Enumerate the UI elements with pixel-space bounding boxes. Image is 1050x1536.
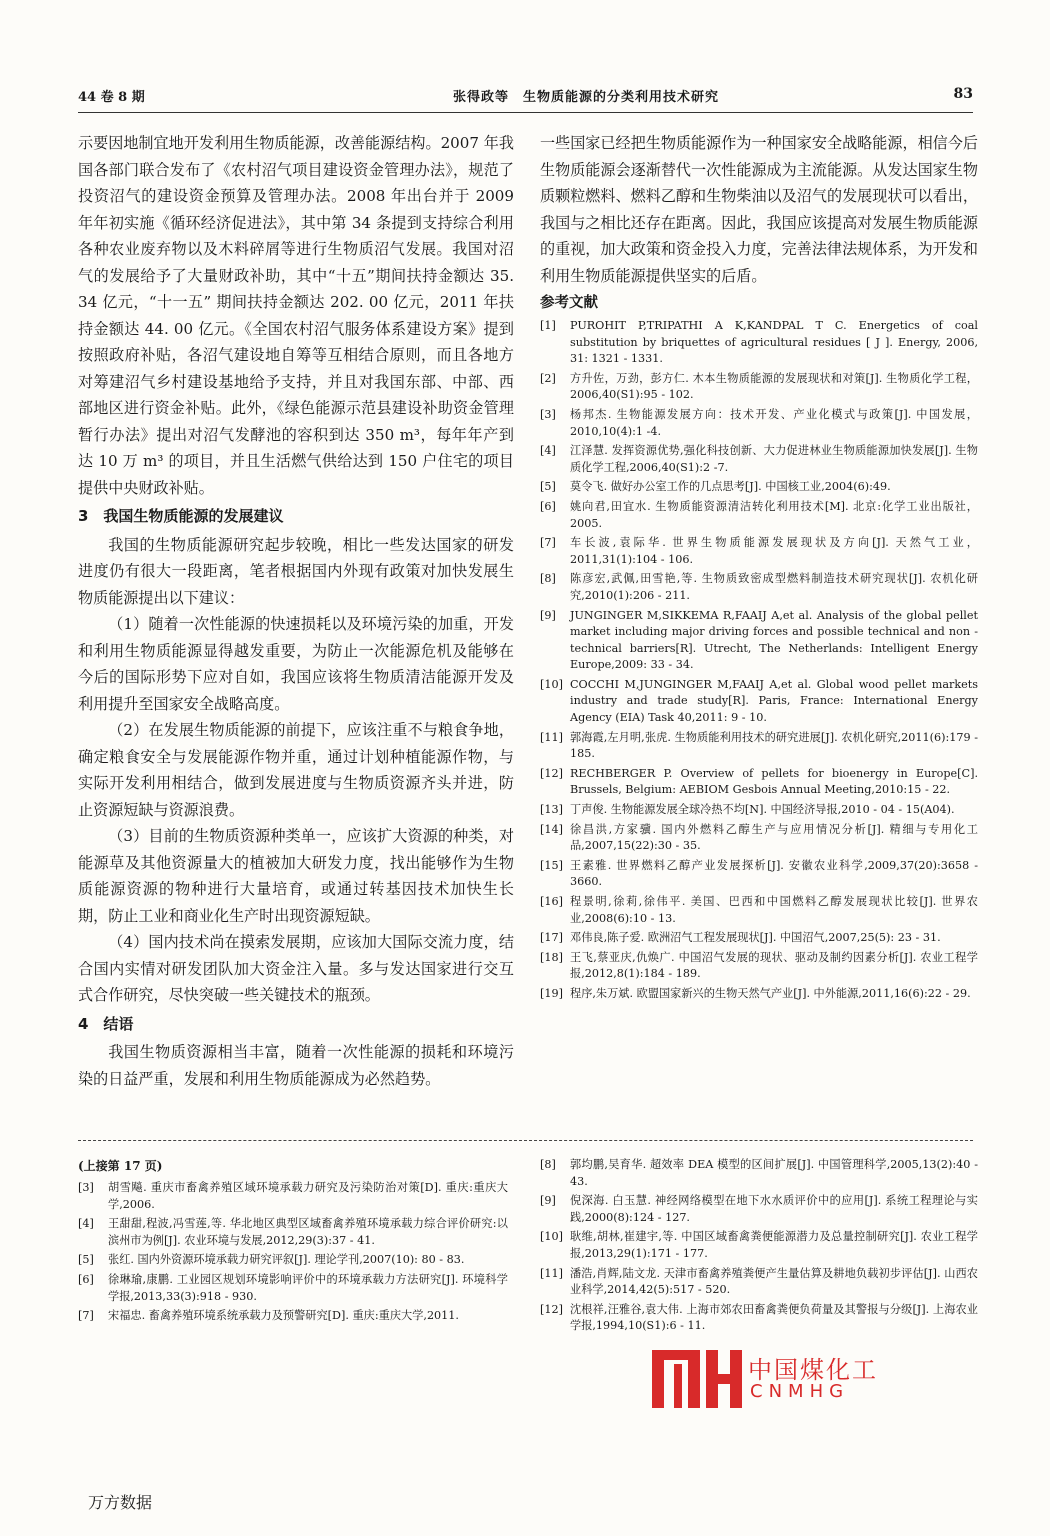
reference-number: [6] <box>540 499 556 513</box>
reference-text: 莫令飞. 做好办公室工作的几点思考[J]. 中国核工业,2004(6):49. <box>570 480 891 494</box>
reference-item <box>540 1266 978 1299</box>
reference-item <box>540 677 978 727</box>
reference-number: [16] <box>540 895 563 908</box>
paragraph: 一些国家已经把生物质能源作为一种国家安全战略能源，相信今后生物质能源会逐渐替代一次性能源成为主流能源。从发达国家生物质颗粒燃料、燃料乙醇和生物柴油以及沼气的发展现状可以看出，我国与之相比还存在距离。因此，我国应该提高对发展生物质能源的重视，加大政策和资金投入力度，完善法律法规体系，为开发和利用生物质能源提供坚实的后盾。 <box>540 134 978 285</box>
reference-number: [11] <box>540 730 563 744</box>
reference-number: [12] <box>540 1302 563 1316</box>
reference-number: [3] <box>540 407 556 421</box>
reference-text: 王素雅. 世界燃料乙醇产业发展探析[J]. 安徽农业科学,2009,37(20):3658 - 3660. <box>570 858 978 889</box>
reference-text: JUNGINGER M,SIKKEMA R,FAAIJ A,et al. Analysis of the global pellet market including major driving forces and possible technical and non - technical barriers[R]. Utrecht, The Netherlands: Intelligent Energy Europe,2009: 33 - 34. <box>570 608 978 672</box>
paragraph: （4）国内技术尚在摸索发展期，应该加大国际交流力度，结合国内实情对研发团队加大资金注入量。多与发达国家进行交互式合作研究，尽快突破一些关键技术的瓶颈。 <box>78 933 514 1004</box>
paragraph: （3）目前的生物质资源种类单一，应该扩大资源的种类，对能源草及其他资源量大的植被加大研发力度，找出能够作为生物质能源资源的物种进行大量培育，或通过转基因技术加快生长期，防止工业和商业化生产时出现资源短缺。 <box>78 827 514 925</box>
logo-chinese-text: 中国煤化工 <box>748 1356 878 1384</box>
reference-text: 郭海霞,左月明,张虎. 生物质能利用技术的研究进展[J]. 农机化研究,2011(6):179 - 185. <box>570 730 978 761</box>
right-column <box>540 130 978 1145</box>
reference-text: 胡雪飚. 重庆市畜禽养殖区域环境承载力研究及污染防治对策[D]. 重庆:重庆大学,2006. <box>108 1181 508 1211</box>
reference-item <box>540 950 978 983</box>
reference-text: 耿维,胡林,崔建宇,等. 中国区域畜禽粪便能源潜力及总量控制研究[J]. 农业工程学报,2013,29(1):171 - 177. <box>570 1230 978 1260</box>
reference-item <box>540 407 978 440</box>
reference-text: RECHBERGER P. Overview of pellets for bioenergy in Europe[C]. Brussels, Belgium: AEBIOM Gesbois Annual Meeting,2010:15 - 22. <box>570 766 978 797</box>
reference-text: 方升佐，万劲，彭方仁. 木本生物质能源的发展现状和对策[J]. 生物质化学工程，2006,40(S1):95 - 102. <box>570 371 978 402</box>
volume-issue: 44 卷 8 期 <box>78 90 145 105</box>
continued-note: (上接第 17 页) <box>78 1159 163 1173</box>
reference-number: [11] <box>540 1266 563 1280</box>
reference-number: [5] <box>78 1253 94 1267</box>
reference-item <box>78 1180 508 1213</box>
reference-list <box>540 318 978 1003</box>
reference-text: 丁声俊. 生物能源发展全球冷热不均[N]. 中国经济导报,2010 - 04 - 15(A04). <box>570 803 955 817</box>
running-header <box>78 86 973 108</box>
reference-text: 程景明,徐莉,徐伟平. 美国、巴西和中国燃料乙醇发展现状比较[J]. 世界农业,2008(6):10 - 13. <box>570 895 978 925</box>
reference-text: 郭均鹏,吴育华. 超效率 DEA 模型的区间扩展[J]. 中国管理科学,2005,13(2):40 - 43. <box>570 1158 978 1188</box>
reference-text: PUROHIT P,TRIPATHI A K,KANDPAL T C. Energetics of coal substitution by briquettes of agricultural residues [ J ]. Energy, 2006, 31: 1321 - 1331. <box>570 319 978 366</box>
reference-item <box>540 822 978 855</box>
reference-item <box>540 858 978 891</box>
reference-text: 车长波,袁际华. 世界生物质能源发展现状及方向[J]. 天然气工业，2011,31(1):104 - 106. <box>570 536 978 566</box>
reference-number: [19] <box>540 986 563 1000</box>
reference-text: 王飞,蔡亚庆,仇焕广. 中国沼气发展的现状、驱动及制约因素分析[J]. 农业工程学报,2012,8(1):184 - 189. <box>570 950 978 981</box>
paragraph: 我国生物质资源相当丰富，随着一次性能源的损耗和环境污染的日益严重，发展和利用生物质能源成为必然趋势。 <box>78 1043 514 1088</box>
running-title: 张得政等 生物质能源的分类利用技术研究 <box>453 90 720 105</box>
page-number: 83 <box>953 86 973 102</box>
reference-number: [4] <box>78 1217 94 1231</box>
reference-text: 程序,朱万斌. 欧盟国家新兴的生物天然气产业[J]. 中外能源,2011,16(6):22 - 29. <box>570 986 971 1000</box>
reference-text: 潘浩,肖辉,陆文龙. 天津市畜禽养殖粪便产生量估算及耕地负载初步评估[J]. 山西农业科学,2014,42(5):517 - 520. <box>570 1266 978 1297</box>
logo-english-text: CNMHG <box>750 1381 850 1402</box>
reference-text: 张红. 国内外资源环境承载力研究评叙[J]. 理论学刊,2007(10): 80 - 83. <box>108 1253 465 1267</box>
reference-number: [6] <box>78 1272 94 1286</box>
reference-item <box>540 571 978 604</box>
reference-number: [9] <box>540 608 556 622</box>
reference-item <box>540 766 978 799</box>
reference-text: 邓伟良,陈子爱. 欧洲沼气工程发展现状[J]. 中国沼气,2007,25(5): 23 - 31. <box>570 931 941 945</box>
reference-item <box>540 1193 978 1226</box>
reference-item <box>540 1229 978 1262</box>
reference-text: 徐琳瑜,康鹏. 工业园区规划环境影响评价中的环境承载力方法研究[J]. 环境科学学报,2013,33(3):918 - 930. <box>108 1272 508 1303</box>
reference-number: [5] <box>540 480 556 494</box>
reference-item <box>78 1216 508 1249</box>
bottom-left-column <box>78 1157 508 1377</box>
reference-number: [18] <box>540 950 563 964</box>
reference-number: [7] <box>78 1309 94 1323</box>
paragraph: （1）随着一次性能源的快速损耗以及环境污染的加重，开发和利用生物质能源显得越发重要，为防止一次能源危机及能够在今后的国际形势下应对自如，我国应该将生物质清洁能源开发及利用提升至国家安全战略高度。 <box>78 615 514 713</box>
reference-number: [7] <box>540 536 556 550</box>
reference-item <box>540 608 978 674</box>
reference-text: 姚向君,田宜水. 生物质能资源清洁转化利用技术[M]. 北京:化学工业出版社，2005. <box>570 499 978 530</box>
reference-item <box>540 1302 978 1335</box>
reference-list <box>540 1157 978 1335</box>
reference-item <box>540 986 978 1003</box>
reference-number: [12] <box>540 766 563 780</box>
reference-text: 宋福忠. 畜禽养殖环境系统承载力及预警研究[D]. 重庆:重庆大学,2011. <box>108 1309 459 1323</box>
reference-number: [9] <box>540 1194 556 1208</box>
reference-item <box>78 1308 508 1325</box>
reference-item <box>540 730 978 763</box>
paragraph: 示要因地制宜地开发利用生物质能源，改善能源结构。2007 年我国各部门联合发布了《农村沼气项目建设资金管理办法》，规范了投资沼气的建设资金预算及管理办法。2008 年出台并于 2009 年年初实施《循环经济促进法》，其中第 34 条提到支持综合利用各种农业废弃物以及木料碎屑等进行生物质沼气发展。我国对沼气的发展给予了大量财政补助，其中“十五”期间扶持金额达 35. 34 亿元，“十一五” 期间扶持金额达 202. 00 亿元，2011 年扶持金额达 44. 00 亿元。《全国农村沼气服务体系建设方案》提到按照政府补贴，各沼气建设地自筹等互相结合原则，而且各地方对筹建沼气乡村建设基地给予支持，并且对我国东部、中部、西部地区进行资金补贴。此外，《绿色能源示范县建设补助资金管理暂行办法》提出对沼气发酵池的容积到达 350 m³，每年年产到达 10 万 m³ 的项目，并且生活燃气供给达到 150 户住宅的项目提供中央财政补贴。 <box>78 134 514 497</box>
reference-item <box>78 1252 508 1269</box>
section-heading-3: 3 我国生物质能源的发展建议 <box>78 507 284 525</box>
reference-number: [8] <box>540 1158 556 1171</box>
logo-mark-icon <box>652 1350 742 1408</box>
reference-number: [1] <box>540 319 556 332</box>
reference-number: [8] <box>540 572 556 586</box>
reference-item <box>540 479 978 496</box>
reference-item <box>540 499 978 532</box>
reference-item <box>540 894 978 927</box>
reference-text: 徐昌洪,方家骥. 国内外燃料乙醇生产与应用情况分析[J]. 精细与专用化工品,2007,15(22):30 - 35. <box>570 822 978 853</box>
reference-number: [3] <box>78 1181 94 1194</box>
reference-item <box>540 1157 978 1190</box>
reference-text: 杨邦杰. 生物能源发展方向：技术开发、产业化模式与政策[J]. 中国发展，2010,10(4):1 -4. <box>570 407 978 438</box>
reference-number: [13] <box>540 803 563 817</box>
reference-number: [2] <box>540 371 556 385</box>
reference-number: [10] <box>540 1230 563 1244</box>
reference-text: 陈彦宏,武佩,田雪艳,等. 生物质致密成型燃料制造技术研究现状[J]. 农机化研究,2010(1):206 - 211. <box>570 572 978 602</box>
reference-item <box>540 930 978 947</box>
reference-number: [4] <box>540 444 556 458</box>
reference-text: 王甜甜,程波,冯雪莲,等. 华北地区典型区域畜禽养殖环境承载力综合评价研究:以滨州市为例[J]. 农业环境与发展,2012,29(3):37 - 41. <box>108 1217 508 1247</box>
section-divider <box>78 1140 973 1141</box>
reference-item <box>540 318 978 368</box>
reference-item <box>540 443 978 476</box>
reference-item <box>540 802 978 819</box>
header-rule <box>78 112 973 113</box>
reference-number: [14] <box>540 822 563 836</box>
reference-number: [15] <box>540 858 563 872</box>
reference-text: 沈根祥,汪雅谷,袁大伟. 上海市郊农田畜禽粪便负荷量及其警报与分级[J]. 上海农业学报,1994,10(S1):6 - 11. <box>570 1302 978 1333</box>
reference-number: [10] <box>540 677 563 691</box>
reference-text: COCCHI M,JUNGINGER M,FAAIJ A,et al. Global wood pellet markets industry and trade study[R]. Paris, France: International Energy Agency (EIA) Task 40,2011: 9 - 10. <box>570 677 978 725</box>
section-heading-4: 4 结语 <box>78 1014 134 1033</box>
reference-text: 江泽慧. 发挥资源优势,强化科技创新、大力促进林业生物质能源加快发展[J]. 生物质化学工程,2006,40(S1):2 -7. <box>570 444 978 474</box>
paragraph: （2）在发展生物质能源的前提下，应该注重不与粮食争地，确定粮食安全与发展能源作物并重，通过计划种植能源作物，与实际开发利用相结合，做到发展进度与生物质资源齐头并进，防止资源短缺与资源浪费。 <box>78 721 514 819</box>
reference-item <box>540 535 978 568</box>
reference-number: [17] <box>540 931 563 945</box>
publisher-logo <box>652 1350 912 1410</box>
left-column <box>78 130 514 1145</box>
footer-source: 万方数据 <box>88 1493 153 1512</box>
paragraph: 我国的生物质能源研究起步较晚，相比一些发达国家的研发进度仍有很大一段距离，笔者根据国内外现有政策对加快发展生物质能源提出以下建议： <box>78 535 514 607</box>
reference-list <box>78 1180 508 1325</box>
reference-item <box>540 371 978 404</box>
bottom-right-column <box>540 1157 978 1357</box>
references-heading: 参考文献 <box>540 295 598 311</box>
reference-text: 倪深海. 白玉慧. 神经网络模型在地下水水质评价中的应用[J]. 系统工程理论与实践,2000(8):124 - 127. <box>570 1194 978 1224</box>
reference-item <box>78 1272 508 1305</box>
